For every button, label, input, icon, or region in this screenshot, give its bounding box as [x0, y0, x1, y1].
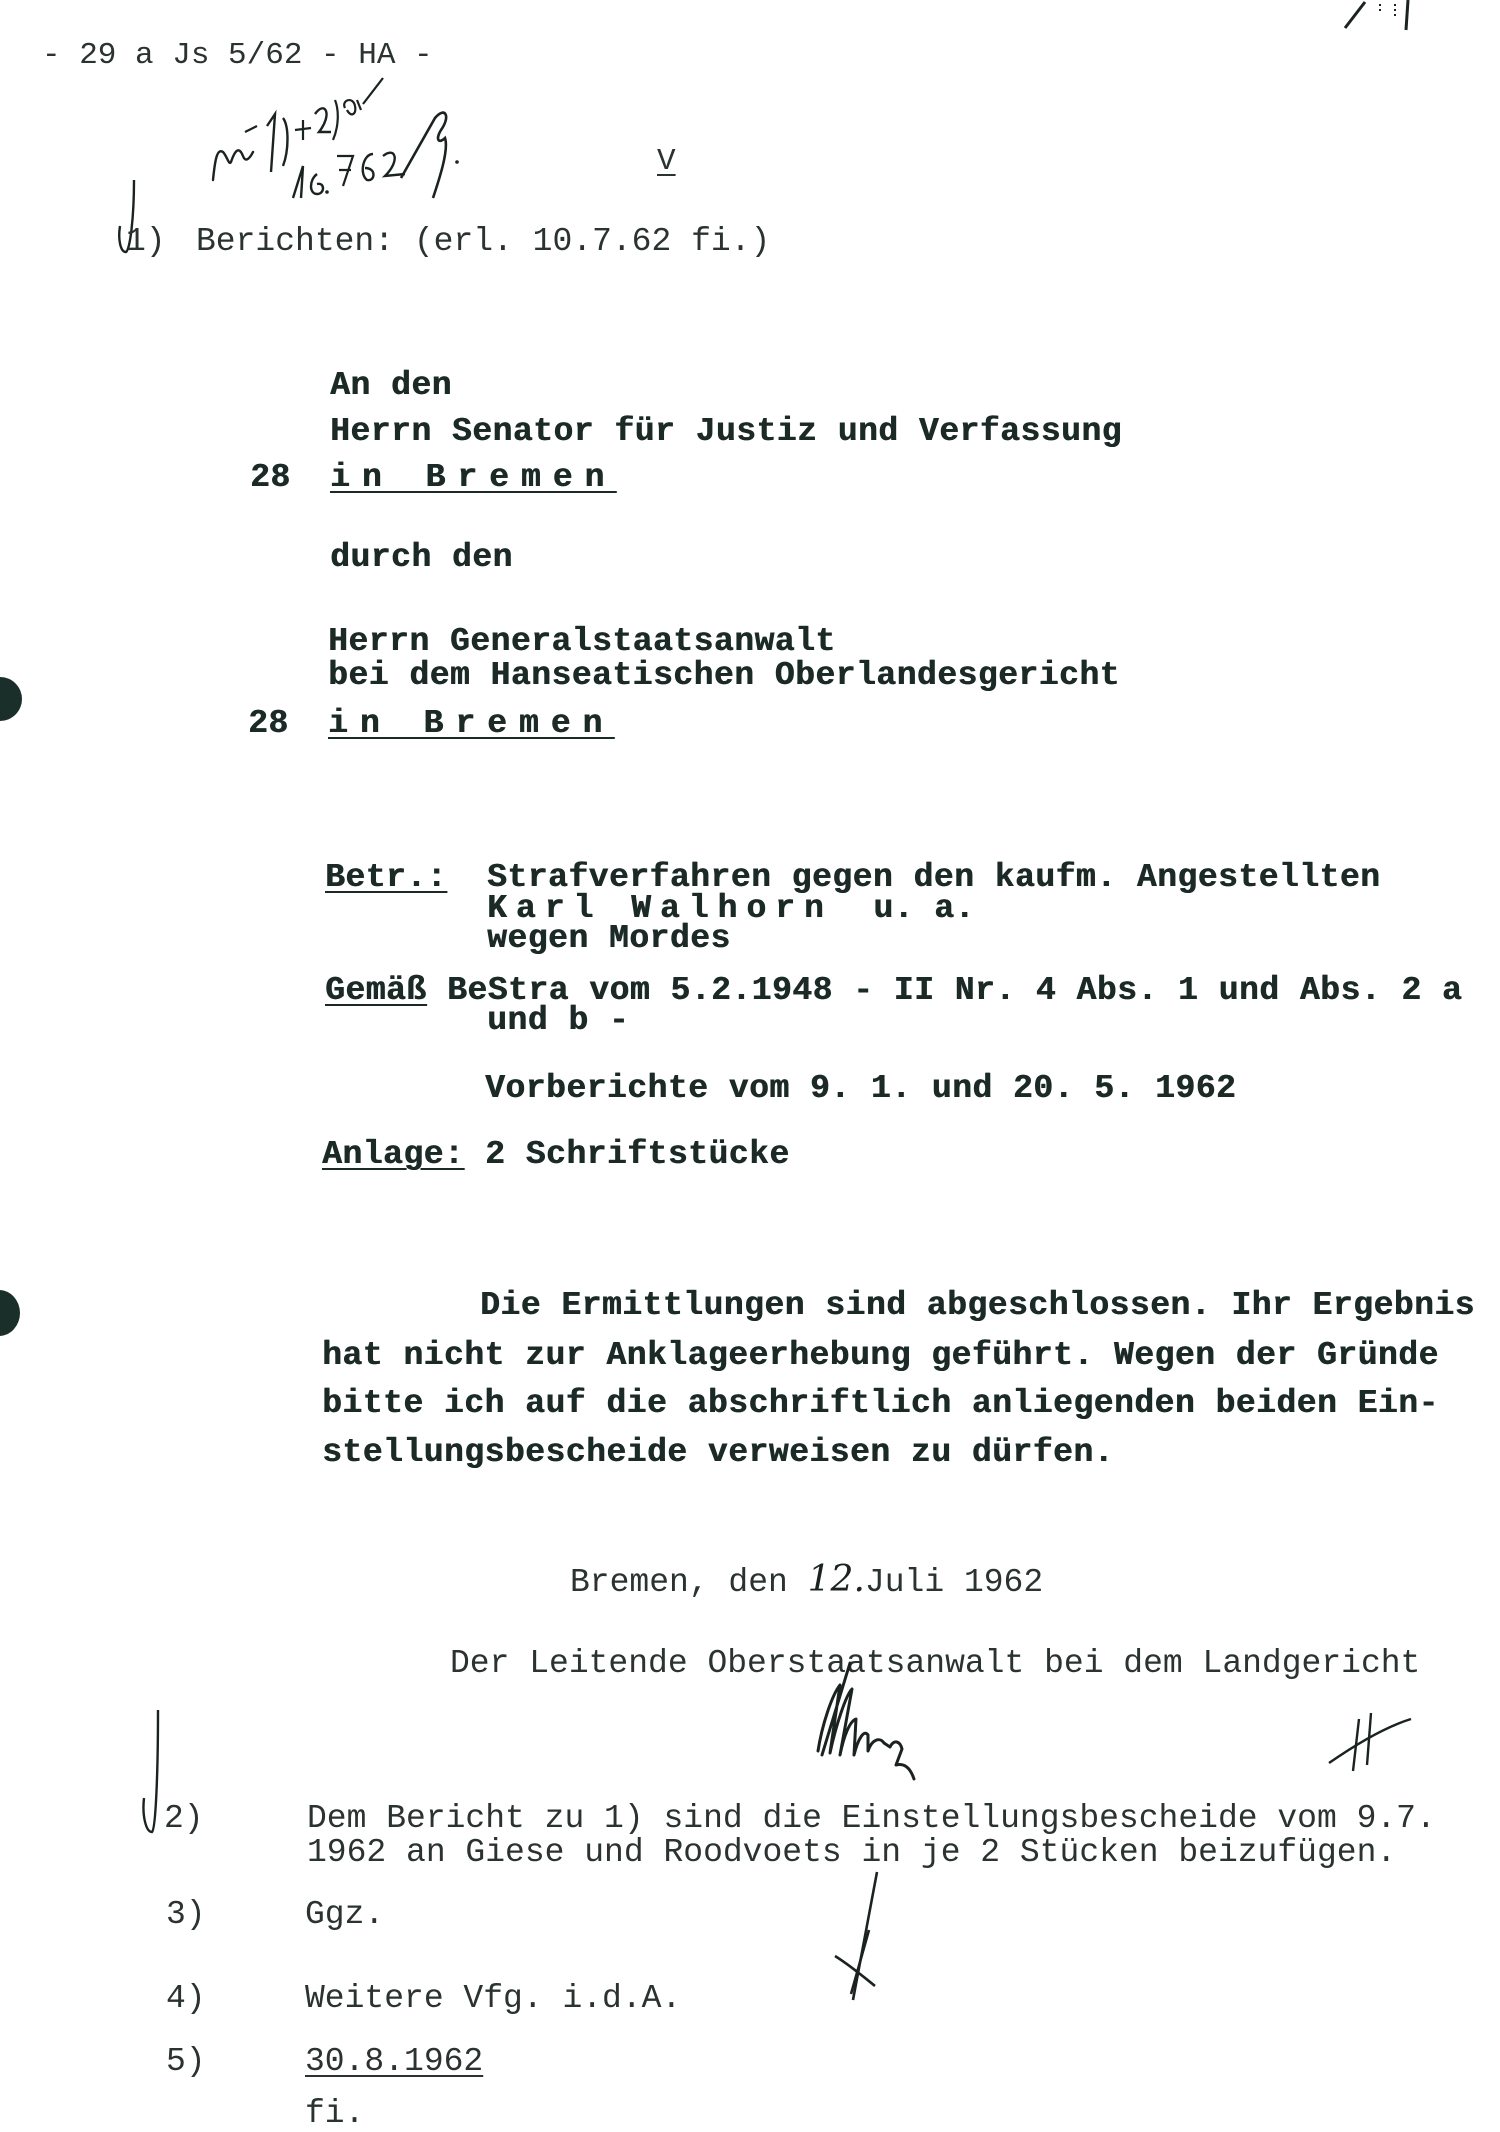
basis-line1: BeStra vom 5.2.1948 - II Nr. 4 Abs. 1 und Abs. 2 a: [447, 972, 1463, 1009]
defendant-name: Karl Walhorn: [487, 890, 833, 927]
initials-mark: [815, 1870, 895, 2010]
recipient-city: in Bremen: [330, 459, 617, 496]
via-label: durch den: [330, 539, 513, 576]
instruction-number: 3): [166, 1896, 206, 1933]
via-line2: bei dem Hanseatischen Oberlandesgericht: [328, 657, 1120, 694]
punch-hole-bottom: [0, 1290, 20, 1336]
signature: [810, 1655, 980, 1785]
punch-hole-top: [0, 677, 22, 721]
body-line-3: bitte ich auf die abschriftlich anliegenden beiden Ein-: [322, 1385, 1439, 1422]
spacer: [788, 1564, 808, 1601]
spacer: [833, 890, 874, 927]
prior-reports: Vorberichte vom 9. 1. und 20. 5. 1962: [485, 1070, 1237, 1107]
item1-number: 1): [126, 223, 166, 260]
recipient-line1: An den: [330, 367, 452, 404]
body-line-2: hat nicht zur Anklageerhebung geführt. Wegen der Gründe: [322, 1337, 1439, 1374]
instruction-number: 5): [166, 2043, 206, 2080]
item1-text: Berichten: (erl. 10.7.62 fi.): [196, 223, 771, 260]
instruction-text: Ggz.: [305, 1896, 385, 1933]
defendant-suffix: u. a.: [873, 890, 975, 927]
section-marker: V: [657, 144, 676, 179]
instruction-text: Weitere Vfg. i.d.A.: [305, 1980, 682, 2017]
via-city: in Bremen: [328, 705, 615, 742]
basis-label: Gemäß: [325, 972, 427, 1009]
corner-page-number-mark: [1340, 0, 1460, 40]
via-line1: Herrn Generalstaatsanwalt: [328, 623, 836, 660]
basis-line2: und b -: [487, 1002, 630, 1039]
instruction-date: 30.8.1962: [305, 2043, 484, 2080]
initials-mark: [1325, 1705, 1415, 1775]
handwritten-day: 12.: [807, 1559, 865, 1600]
signatory-title: Der Leitende Oberstaatsanwalt bei dem Landgericht: [450, 1645, 1421, 1682]
recipient-postcode: 28: [250, 459, 291, 496]
place-date: [570, 1559, 1044, 1601]
subject-line3: wegen Mordes: [487, 920, 731, 957]
body-line-4: stellungsbescheide verweisen zu dürfen.: [322, 1434, 1114, 1471]
recipient-line2: Herrn Senator für Justiz und Verfassung: [330, 413, 1122, 450]
month-year: Juli 1962: [864, 1564, 1044, 1601]
instruction-number: 2): [164, 1800, 204, 1837]
handwritten-annotation: [205, 70, 475, 200]
file-reference: - 29 a Js 5/62 - HA -: [42, 38, 433, 73]
instruction-initials: fi.: [305, 2095, 365, 2132]
body-line-1: Die Ermittlungen sind abgeschlossen. Ihr Ergebnis: [480, 1287, 1475, 1324]
place-date-prefix: Bremen, den: [570, 1564, 788, 1601]
instruction-text: Dem Bericht zu 1) sind die Einstellungsbescheide vom 9.7.: [307, 1800, 1436, 1837]
attachment-label: Anlage:: [322, 1136, 465, 1173]
attachment-text: 2 Schriftstücke: [485, 1136, 790, 1173]
instruction-number: 4): [166, 1980, 206, 2017]
subject-line1: Strafverfahren gegen den kaufm. Angestellten: [487, 859, 1381, 896]
instruction-text-continued: 1962 an Giese und Roodvoets in je 2 Stücken beizufügen.: [307, 1834, 1397, 1871]
via-postcode: 28: [248, 705, 289, 742]
subject-label: Betr.:: [325, 859, 447, 896]
